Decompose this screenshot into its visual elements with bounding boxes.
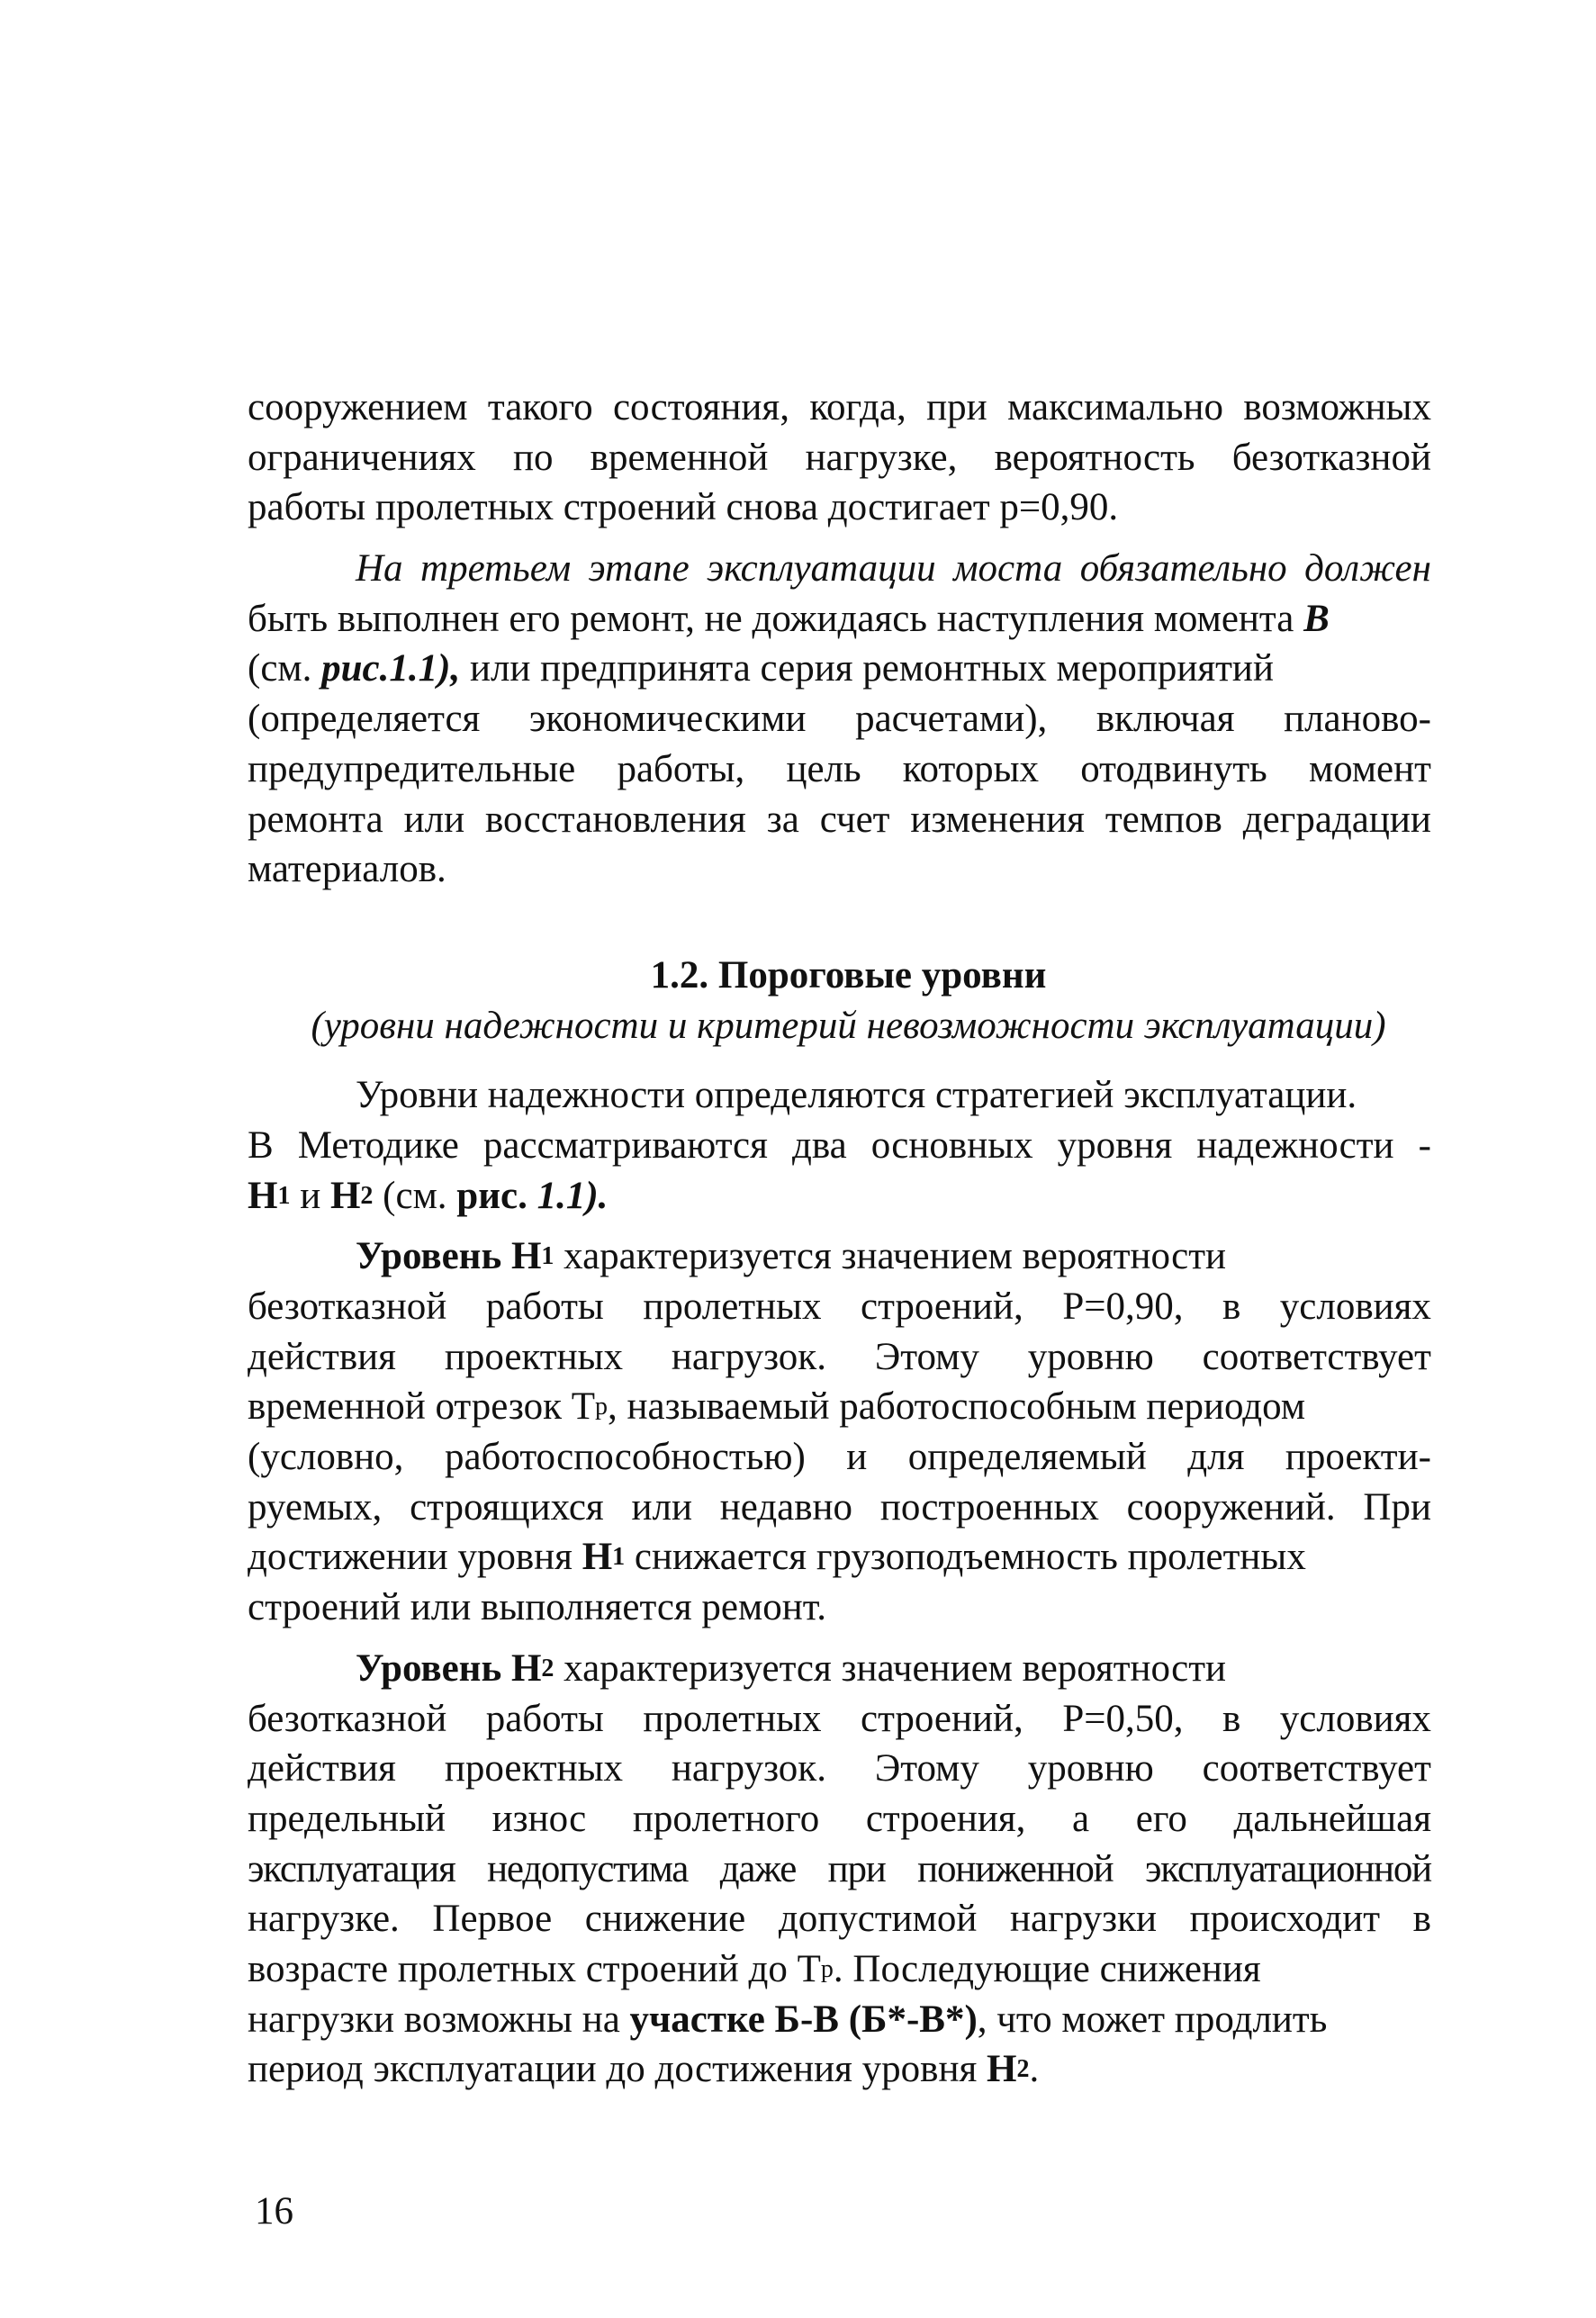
text-line: руемых, строящихся или недавно построенных сооружений. При — [248, 1485, 1431, 1529]
text-line: предельный износ пролетного строения, а его дальнейшая — [248, 1797, 1431, 1840]
text-line: безотказной работы пролетных строений, Р=0,90, в условиях — [248, 1285, 1431, 1328]
text-line: временной отрезок Т р , называемый работоспособным периодом — [248, 1385, 1306, 1429]
text-line: эксплуатация недопустима даже при пониженной эксплуатационной — [248, 1847, 1431, 1890]
paragraph-level-h2 — [248, 1644, 1431, 2095]
text-line: предупредительные работы, цель которых отодвинуть момент — [248, 747, 1431, 790]
text-line: строений или выполняется ремонт. — [248, 1586, 827, 1629]
segment-label: участке Б-В (Б*-В*) — [629, 1998, 978, 2041]
text-line: (определяется экономическими расчетами), включая планово- — [248, 698, 1431, 741]
text-line: ремонта или восстановления за счет изменения темпов деградации — [248, 798, 1431, 841]
paragraph-continuation — [248, 383, 1431, 533]
page-number: 16 — [255, 2190, 293, 2232]
body-text — [248, 383, 1431, 2095]
text-line: Уровень Н 2 характеризуется значением вероятности — [248, 1644, 1431, 1694]
section-heading: 1.2. Пороговые уровни — [650, 953, 1047, 997]
section-subheading: (уровни надежности и критерий невозможности эксплуатации) — [311, 1004, 1386, 1047]
text-line: На третьем этапе эксплуатации моста обязательно должен — [356, 547, 1431, 591]
text-line: В Методике рассматриваются два основных уровня надежности - — [248, 1123, 1431, 1167]
text-line: нагрузке. Первое снижение допустимой нагрузки происходит в — [248, 1898, 1431, 1941]
paragraph-reliability-levels — [248, 1070, 1431, 1221]
text-line: безотказной работы пролетных строений, Р=0,50, в условиях — [248, 1697, 1431, 1740]
text-line: нагрузки возможны на участке Б-В (Б*-В*) , что может продлить — [248, 1995, 1431, 2045]
figure-reference: рис.1.1), — [321, 647, 461, 690]
text-line: возрасте пролетных строений до Т р . Последующие снижения — [248, 1947, 1261, 1990]
text-line: ограничениях по временной нагрузке, вероятность безотказной — [248, 436, 1431, 479]
point-b-label: В — [1303, 597, 1330, 640]
text-line: работы пролетных строений снова достигает р=0,90. — [248, 486, 1119, 529]
text-line: период эксплуатации до достижения уровня Н 2 . — [248, 2048, 1040, 2091]
text-line: материалов. — [248, 848, 446, 891]
text-line: Уровень Н 1 характеризуется значением вероятности — [248, 1231, 1431, 1282]
text-line: Уровни надежности определяются стратегией эксплуатации. — [356, 1074, 1357, 1117]
text-line: действия проектных нагрузок. Этому уровню соответствует — [248, 1335, 1431, 1378]
text-line: достижении уровня Н 1 снижается грузоподъемность пролетных — [248, 1536, 1306, 1579]
text-line: быть выполнен его ремонт, не дожидаясь наступления момента В — [248, 594, 1431, 645]
text-line: сооружением такого состояния, когда, при максимально возможных — [248, 386, 1431, 428]
level-h1-label: Уровень Н — [356, 1235, 542, 1278]
text-line: действия проектных нагрузок. Этому уровню соответствует — [248, 1747, 1431, 1790]
text-line: (см. рис.1.1), или предпринята серия ремонтных мероприятий — [248, 644, 1431, 694]
paragraph-level-h1 — [248, 1231, 1431, 1633]
text-line: (условно, работоспособностью) и определяемый для проекти- — [248, 1436, 1431, 1479]
paragraph-third-stage — [248, 544, 1431, 895]
text-line: Н 1 и Н 2 (см. рис. 1.1). — [248, 1174, 609, 1217]
level-h2-label: Уровень Н — [356, 1646, 542, 1690]
